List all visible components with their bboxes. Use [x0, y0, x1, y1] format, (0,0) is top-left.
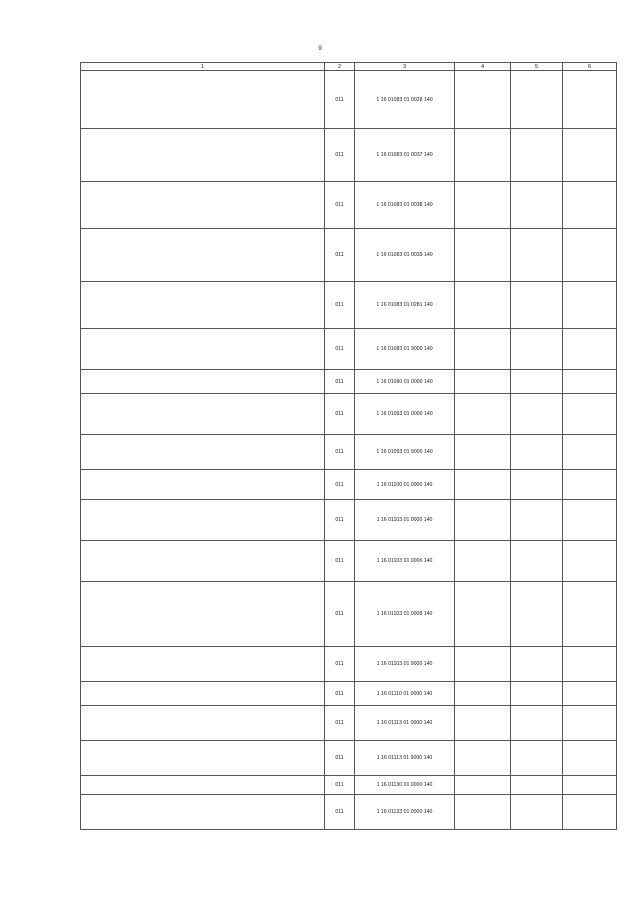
row-admin-code: 011: [325, 500, 355, 541]
row-admin-code: 011: [325, 682, 355, 706]
table-row: [81, 129, 617, 182]
row-value-col6: [563, 129, 617, 182]
row-admin-code: 011: [325, 182, 355, 229]
table-row: [81, 582, 617, 647]
row-value-col4: [455, 129, 511, 182]
row-description: [81, 682, 325, 706]
row-description: [81, 229, 325, 282]
table-row: [81, 229, 617, 282]
table-row: [81, 706, 617, 741]
row-description: [81, 706, 325, 741]
row-value-col5: [511, 370, 563, 394]
row-value-col5: [511, 71, 563, 129]
row-description: [81, 795, 325, 830]
row-admin-code: 011: [325, 706, 355, 741]
row-kbk-code: 1 16 01083 01 9000 140: [355, 329, 455, 370]
table-row: [81, 370, 617, 394]
row-description: [81, 329, 325, 370]
row-value-col4: [455, 795, 511, 830]
row-value-col4: [455, 182, 511, 229]
row-value-col5: [511, 329, 563, 370]
row-value-col6: [563, 795, 617, 830]
table-row: [81, 741, 617, 776]
row-value-col4: [455, 500, 511, 541]
row-admin-code: 011: [325, 394, 355, 435]
col-header: 1: [81, 63, 325, 71]
row-admin-code: 011: [325, 582, 355, 647]
row-value-col6: [563, 741, 617, 776]
row-value-col5: [511, 229, 563, 282]
row-value-col5: [511, 776, 563, 795]
row-value-col6: [563, 282, 617, 329]
row-kbk-code: 1 16 01083 01 0028 140: [355, 71, 455, 129]
row-admin-code: 011: [325, 71, 355, 129]
table-row: [81, 71, 617, 129]
row-value-col4: [455, 394, 511, 435]
row-admin-code: 011: [325, 541, 355, 582]
row-value-col4: [455, 435, 511, 470]
row-value-col5: [511, 500, 563, 541]
budget-table: [80, 62, 617, 830]
row-description: [81, 647, 325, 682]
row-kbk-code: 1 16 01113 01 0000 140: [355, 706, 455, 741]
row-value-col6: [563, 394, 617, 435]
row-kbk-code: 1 16 01083 01 0037 140: [355, 129, 455, 182]
row-value-col5: [511, 682, 563, 706]
table-row: [81, 182, 617, 229]
row-value-col5: [511, 706, 563, 741]
row-value-col4: [455, 582, 511, 647]
row-kbk-code: 1 16 01130 01 0000 140: [355, 776, 455, 795]
row-admin-code: 011: [325, 229, 355, 282]
row-value-col5: [511, 182, 563, 229]
table-row: [81, 470, 617, 500]
row-admin-code: 011: [325, 129, 355, 182]
col-header: 4: [455, 63, 511, 71]
row-description: [81, 129, 325, 182]
row-kbk-code: 1 16 01083 01 0038 140: [355, 182, 455, 229]
row-value-col6: [563, 776, 617, 795]
row-kbk-code: 1 16 01093 01 9000 140: [355, 435, 455, 470]
row-value-col5: [511, 541, 563, 582]
row-value-col4: [455, 370, 511, 394]
row-description: [81, 741, 325, 776]
row-value-col6: [563, 229, 617, 282]
row-value-col6: [563, 370, 617, 394]
table-row: [81, 500, 617, 541]
row-admin-code: 011: [325, 776, 355, 795]
row-kbk-code: 1 16 01103 01 0006 140: [355, 541, 455, 582]
col-header: 5: [511, 63, 563, 71]
row-value-col4: [455, 282, 511, 329]
col-header: 6: [563, 63, 617, 71]
row-value-col5: [511, 741, 563, 776]
row-kbk-code: 1 16 01090 01 0000 140: [355, 370, 455, 394]
row-value-col5: [511, 795, 563, 830]
row-value-col5: [511, 582, 563, 647]
row-value-col5: [511, 647, 563, 682]
col-header: 2: [325, 63, 355, 71]
row-value-col6: [563, 706, 617, 741]
row-value-col6: [563, 182, 617, 229]
row-admin-code: 011: [325, 329, 355, 370]
table-body: [81, 71, 617, 830]
row-value-col5: [511, 470, 563, 500]
row-description: [81, 582, 325, 647]
row-value-col6: [563, 435, 617, 470]
row-kbk-code: 1 16 01083 01 0039 140: [355, 229, 455, 282]
row-value-col5: [511, 394, 563, 435]
row-description: [81, 71, 325, 129]
row-kbk-code: 1 16 01113 01 9000 140: [355, 741, 455, 776]
row-value-col4: [455, 741, 511, 776]
row-kbk-code: 1 16 01100 01 0000 140: [355, 470, 455, 500]
row-description: [81, 470, 325, 500]
row-description: [81, 394, 325, 435]
row-value-col4: [455, 776, 511, 795]
row-value-col4: [455, 682, 511, 706]
row-admin-code: 011: [325, 282, 355, 329]
col-header: 3: [355, 63, 455, 71]
row-description: [81, 282, 325, 329]
row-value-col4: [455, 647, 511, 682]
row-description: [81, 182, 325, 229]
row-description: [81, 370, 325, 394]
row-kbk-code: 1 16 01103 01 0000 140: [355, 500, 455, 541]
row-admin-code: 011: [325, 741, 355, 776]
row-value-col4: [455, 329, 511, 370]
row-kbk-code: 1 16 01133 01 0000 140: [355, 795, 455, 830]
row-description: [81, 500, 325, 541]
row-value-col6: [563, 682, 617, 706]
row-admin-code: 011: [325, 435, 355, 470]
row-value-col6: [563, 582, 617, 647]
row-kbk-code: 1 16 01103 01 0008 140: [355, 582, 455, 647]
row-value-col5: [511, 129, 563, 182]
row-admin-code: 011: [325, 647, 355, 682]
table-row: [81, 682, 617, 706]
table-row: [81, 647, 617, 682]
row-value-col5: [511, 282, 563, 329]
row-value-col4: [455, 470, 511, 500]
header-row: [81, 63, 617, 71]
page-number: 9: [318, 46, 322, 52]
row-value-col5: [511, 435, 563, 470]
row-value-col6: [563, 500, 617, 541]
row-value-col4: [455, 71, 511, 129]
row-value-col4: [455, 706, 511, 741]
row-description: [81, 435, 325, 470]
row-value-col4: [455, 541, 511, 582]
table-row: [81, 329, 617, 370]
row-description: [81, 776, 325, 795]
table-row: [81, 795, 617, 830]
table-row: [81, 541, 617, 582]
table-row: [81, 394, 617, 435]
row-description: [81, 541, 325, 582]
row-value-col6: [563, 470, 617, 500]
row-admin-code: 011: [325, 470, 355, 500]
row-admin-code: 011: [325, 795, 355, 830]
row-kbk-code: 1 16 01103 01 9000 140: [355, 647, 455, 682]
row-value-col6: [563, 71, 617, 129]
row-admin-code: 011: [325, 370, 355, 394]
row-value-col6: [563, 541, 617, 582]
row-kbk-code: 1 16 01110 01 0000 140: [355, 682, 455, 706]
row-value-col6: [563, 329, 617, 370]
table-row: [81, 776, 617, 795]
row-value-col4: [455, 229, 511, 282]
row-kbk-code: 1 16 01083 01 0281 140: [355, 282, 455, 329]
table-row: [81, 282, 617, 329]
table-row: [81, 435, 617, 470]
row-value-col6: [563, 647, 617, 682]
row-kbk-code: 1 16 01093 01 0000 140: [355, 394, 455, 435]
